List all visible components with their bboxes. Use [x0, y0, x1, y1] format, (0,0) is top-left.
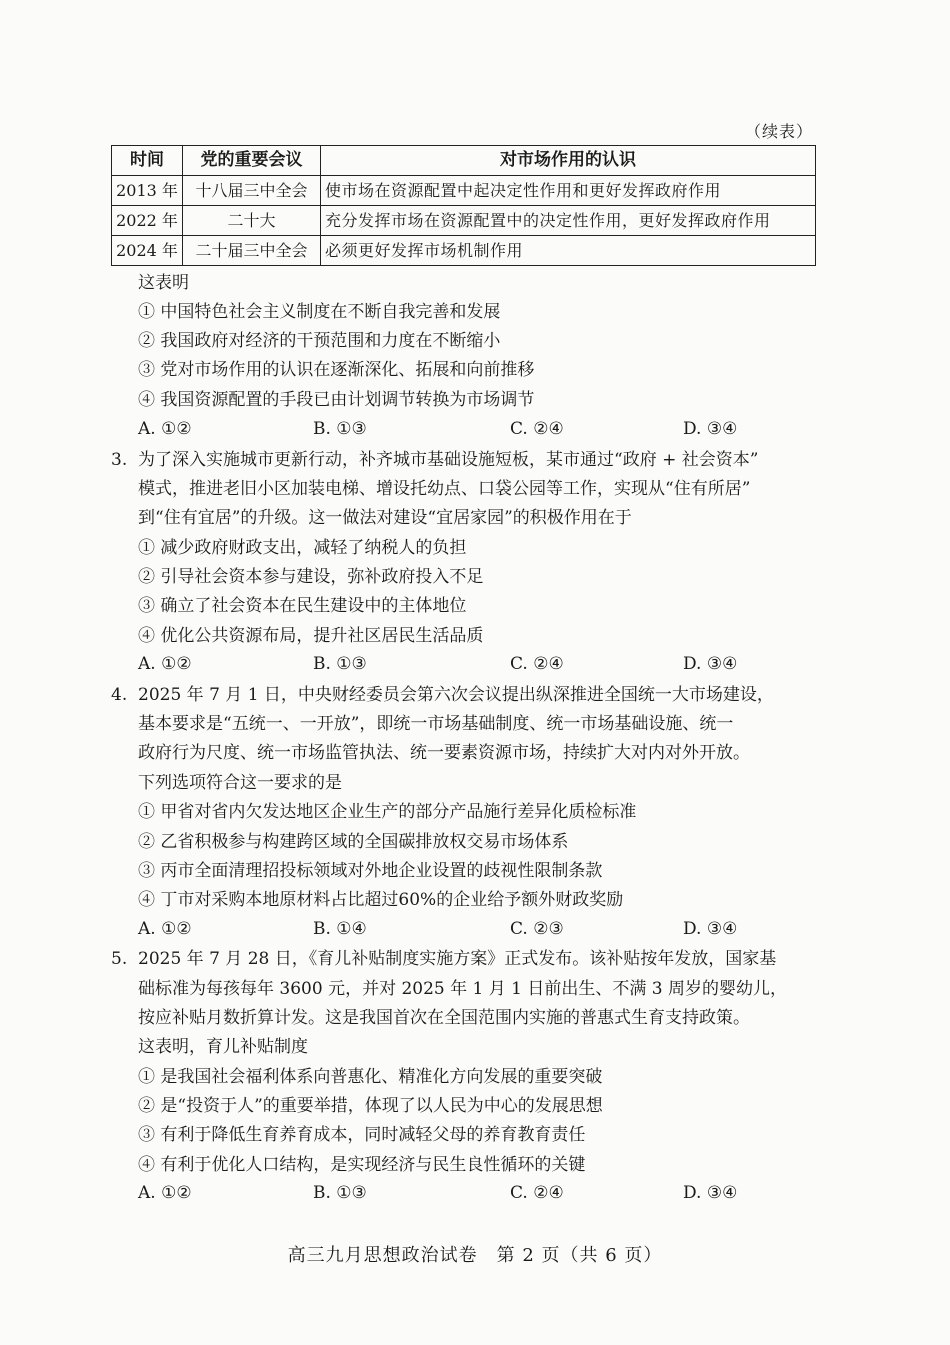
header-view: 对市场作用的认识	[321, 146, 816, 176]
q4-option-b[interactable]: B. ①④	[313, 919, 367, 939]
q5-option-c[interactable]: C. ②④	[510, 1183, 564, 1203]
q4-line-1: 2025 年 7 月 1 日，中央财经委员会第六次会议提出纵深推进全国统一大市场建设，	[138, 685, 774, 705]
q5-item-3: ③ 有利于降低生育养育成本，同时减轻父母的养育教育责任	[138, 1125, 586, 1145]
cell-meeting: 二十大	[183, 206, 321, 236]
table-row	[112, 176, 816, 206]
q5-item-4: ④ 有利于优化人口结构，是实现经济与民生良性循环的关键	[138, 1155, 586, 1175]
table-row	[112, 206, 816, 236]
q3-item-1: ① 减少政府财政支出，减轻了纳税人的负担	[138, 538, 467, 558]
q5-item-2: ② 是“投资于人”的重要举措，体现了以人民为中心的发展思想	[138, 1096, 603, 1116]
table-row	[112, 236, 816, 266]
q4-item-3: ③ 丙市全面清理招投标领域对外地企业设置的歧视性限制条款	[138, 861, 603, 881]
q2-item-4: ④ 我国资源配置的手段已由计划调节转换为市场调节	[138, 390, 535, 410]
q3-option-a[interactable]: A. ①②	[138, 654, 192, 674]
cell-time: 2013 年	[112, 176, 183, 206]
header-meeting: 党的重要会议	[183, 146, 321, 176]
q3-item-2: ② 引导社会资本参与建设，弥补政府投入不足	[138, 567, 484, 587]
q3-number: 3.	[111, 450, 128, 470]
market-role-table	[111, 145, 816, 266]
cell-time: 2022 年	[112, 206, 183, 236]
q5-line-2: 础标准为每孩每年 3600 元，并对 2025 年 1 月 1 日前出生、不满 3 周岁的婴幼儿，	[138, 979, 788, 999]
q2-option-c[interactable]: C. ②④	[510, 419, 564, 439]
q4-item-1: ① 甲省对省内欠发达地区企业生产的部分产品施行差异化质检标准	[138, 802, 637, 822]
q3-item-4: ④ 优化公共资源布局，提升社区居民生活品质	[138, 626, 484, 646]
q2-option-d[interactable]: D. ③④	[683, 419, 738, 439]
q4-number: 4.	[111, 685, 128, 705]
cell-time: 2024 年	[112, 236, 183, 266]
cell-view: 使市场在资源配置中起决定性作用和更好发挥政府作用	[321, 176, 816, 206]
cell-meeting: 十八届三中全会	[183, 176, 321, 206]
q4-line-3: 政府行为尺度、统一市场监管执法、统一要素资源市场，持续扩大对内对外开放。	[138, 743, 750, 763]
q3-line-3: 到“住有宜居”的升级。这一做法对建设“宜居家园”的积极作用在于	[138, 508, 632, 528]
q2-option-a[interactable]: A. ①②	[138, 419, 192, 439]
q5-line-3: 按应补贴月数折算计发。这是我国首次在全国范围内实施的普惠式生育支持政策。	[138, 1008, 750, 1028]
q5-item-1: ① 是我国社会福利体系向普惠化、精准化方向发展的重要突破	[138, 1067, 603, 1087]
q5-line-1: 2025 年 7 月 28 日，《育儿补贴制度实施方案》正式发布。该补贴按年发放，国家基	[138, 949, 777, 969]
q5-option-d[interactable]: D. ③④	[683, 1183, 738, 1203]
q2-stem: 这表明	[138, 273, 189, 293]
q4-option-c[interactable]: C. ②③	[510, 919, 564, 939]
q4-line-2: 基本要求是“五统一、一开放”，即统一市场基础制度、统一市场基础设施、统一	[138, 714, 734, 734]
q5-line-4: 这表明，育儿补贴制度	[138, 1037, 308, 1057]
q4-item-4: ④ 丁市对采购本地原材料占比超过60%的企业给予额外财政奖励	[138, 890, 624, 910]
page-footer: 高三九月思想政治试卷 第 2 页（共 6 页）	[287, 1245, 663, 1266]
q5-options	[138, 1183, 778, 1205]
q5-option-a[interactable]: A. ①②	[138, 1183, 192, 1203]
q4-options	[138, 919, 778, 941]
q4-line-4: 下列选项符合这一要求的是	[138, 773, 342, 793]
q3-option-b[interactable]: B. ①③	[313, 654, 367, 674]
cell-view: 充分发挥市场在资源配置中的决定性作用，更好发挥政府作用	[321, 206, 816, 236]
q5-number: 5.	[111, 949, 128, 969]
q3-line-2: 模式，推进老旧小区加装电梯、增设托幼点、口袋公园等工作，实现从“住有所居”	[138, 479, 751, 499]
q4-option-a[interactable]: A. ①②	[138, 919, 192, 939]
q3-line-1: 为了深入实施城市更新行动，补齐城市基础设施短板，某市通过“政府 + 社会资本”	[138, 450, 759, 470]
q5-option-b[interactable]: B. ①③	[313, 1183, 367, 1203]
q4-option-d[interactable]: D. ③④	[683, 919, 738, 939]
header-time: 时间	[112, 146, 183, 176]
q3-item-3: ③ 确立了社会资本在民生建设中的主体地位	[138, 596, 467, 616]
q3-options	[138, 654, 778, 676]
q2-options	[138, 419, 778, 441]
q3-option-d[interactable]: D. ③④	[683, 654, 738, 674]
q4-item-2: ② 乙省积极参与构建跨区域的全国碳排放权交易市场体系	[138, 832, 569, 852]
table-header-row	[112, 146, 816, 176]
q2-item-1: ① 中国特色社会主义制度在不断自我完善和发展	[138, 302, 501, 322]
continued-label: （续表）	[744, 122, 813, 141]
q2-item-2: ② 我国政府对经济的干预范围和力度在不断缩小	[138, 331, 501, 351]
q2-item-3: ③ 党对市场作用的认识在逐渐深化、拓展和向前推移	[138, 360, 535, 380]
q2-option-b[interactable]: B. ①③	[313, 419, 367, 439]
cell-view: 必须更好发挥市场机制作用	[321, 236, 816, 266]
q3-option-c[interactable]: C. ②④	[510, 654, 564, 674]
cell-meeting: 二十届三中全会	[183, 236, 321, 266]
